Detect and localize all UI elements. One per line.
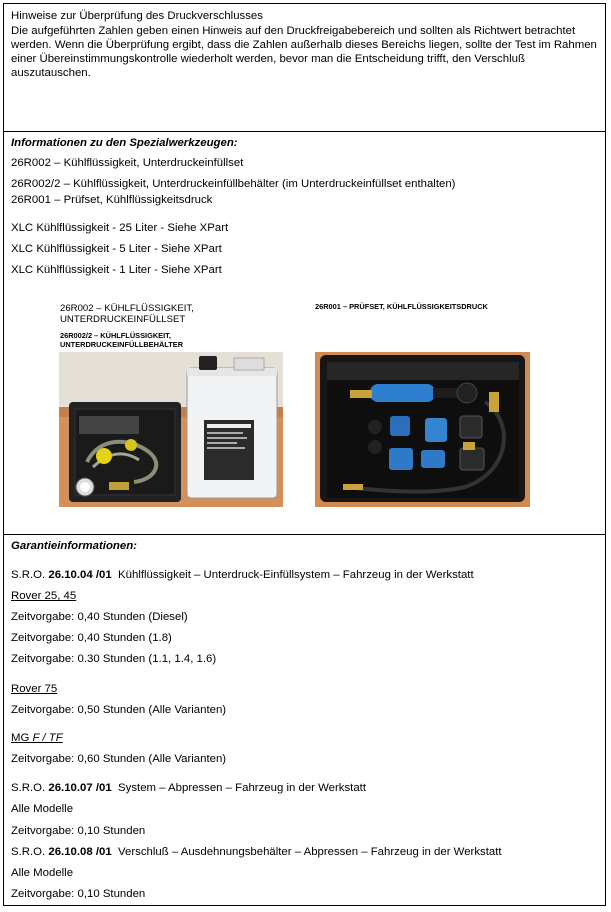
xlc-item: XLC Kühlflüssigkeit - 25 Liter - Siehe XPart	[11, 222, 229, 234]
tool-item: 26R002 – Kühlflüssigkeit, Unterdruckeinfüllset	[11, 157, 244, 169]
hinweise-title: Hinweise zur Überprüfung des Druckverschlusses	[11, 10, 263, 22]
section-divider	[3, 534, 606, 535]
tool-item: 26R001 – Prüfset, Kühlflüssigkeitsdruck	[11, 194, 213, 206]
warranty-heading: Garantieinformationen:	[11, 540, 137, 552]
sro-line: S.R.O. 26.10.07 /01 System – Abpressen – Fahrzeug in der Werkstatt	[11, 782, 367, 794]
time-line: Zeitvorgabe: 0,50 Stunden (Alle Varianten)	[11, 704, 227, 716]
photo-left-caption: UNTERDRUCKEINFÜLLSET	[60, 314, 186, 325]
time-line: Zeitvorgabe: 0,40 Stunden (1.8)	[11, 632, 172, 644]
tools-heading: Informationen zu den Spezialwerkzeugen:	[11, 137, 238, 149]
hinweise-body: Die aufgeführten Zahlen geben einen Hinweis auf den Druckfreigabebereich und sollten als Richtwert betrachtet werden. Wenn die Überprüfung ergibt, dass die Zahlen außerhalb dieses Bereichs liegen, sollte der Test im Rahmen einer Übereinstimmungskontrolle wiederholt werden, bevor man die Entscheidung trifft, den Verschluß auszutauschen.	[11, 25, 597, 79]
models-line: Alle Modelle	[11, 867, 74, 879]
time-line: Zeitvorgabe: 0,10 Stunden	[11, 825, 146, 837]
time-line: Zeitvorgabe: 0,60 Stunden (Alle Varianten)	[11, 753, 227, 765]
models-line: Alle Modelle	[11, 803, 74, 815]
section-divider	[3, 131, 606, 132]
sro-line: S.R.O. 26.10.08 /01 Verschluß – Ausdehnungsbehälter – Abpressen – Fahrzeug in der Werkstatt	[11, 846, 502, 858]
time-line: Zeitvorgabe: 0.30 Stunden (1.1, 1.4, 1.6)	[11, 653, 217, 665]
model-heading: MG F / TF	[11, 732, 63, 744]
vacuum-fill-kit-photo	[59, 352, 283, 507]
xlc-item: XLC Kühlflüssigkeit - 5 Liter - Siehe XPart	[11, 243, 222, 255]
photo-left-subcaption: 26R002/2 – KÜHLFLÜSSIGKEIT,	[60, 331, 171, 340]
photo-left-caption: 26R002 – KÜHLFLÜSSIGKEIT,	[60, 303, 194, 314]
photo-left-subcaption: UNTERDRUCKEINFÜLLBEHÄLTER	[60, 340, 184, 349]
pressure-test-kit-photo	[315, 352, 530, 507]
sro-line: S.R.O. 26.10.04 /01 Kühlflüssigkeit – Unterdruck-Einfüllsystem – Fahrzeug in der Werkstatt	[11, 569, 474, 581]
photo-right-caption: 26R001 – PRÜFSET, KÜHLFLÜSSIGKEITSDRUCK	[315, 302, 488, 311]
tool-item: 26R002/2 – Kühlflüssigkeit, Unterdruckeinfüllbehälter (im Unterdruckeinfüllset enthalten)	[11, 178, 456, 190]
time-line: Zeitvorgabe: 0,10 Stunden	[11, 888, 146, 900]
model-heading: Rover 25, 45	[11, 590, 77, 602]
xlc-item: XLC Kühlflüssigkeit - 1 Liter - Siehe XPart	[11, 264, 222, 276]
time-line: Zeitvorgabe: 0,40 Stunden (Diesel)	[11, 611, 188, 623]
model-heading: Rover 75	[11, 683, 58, 695]
